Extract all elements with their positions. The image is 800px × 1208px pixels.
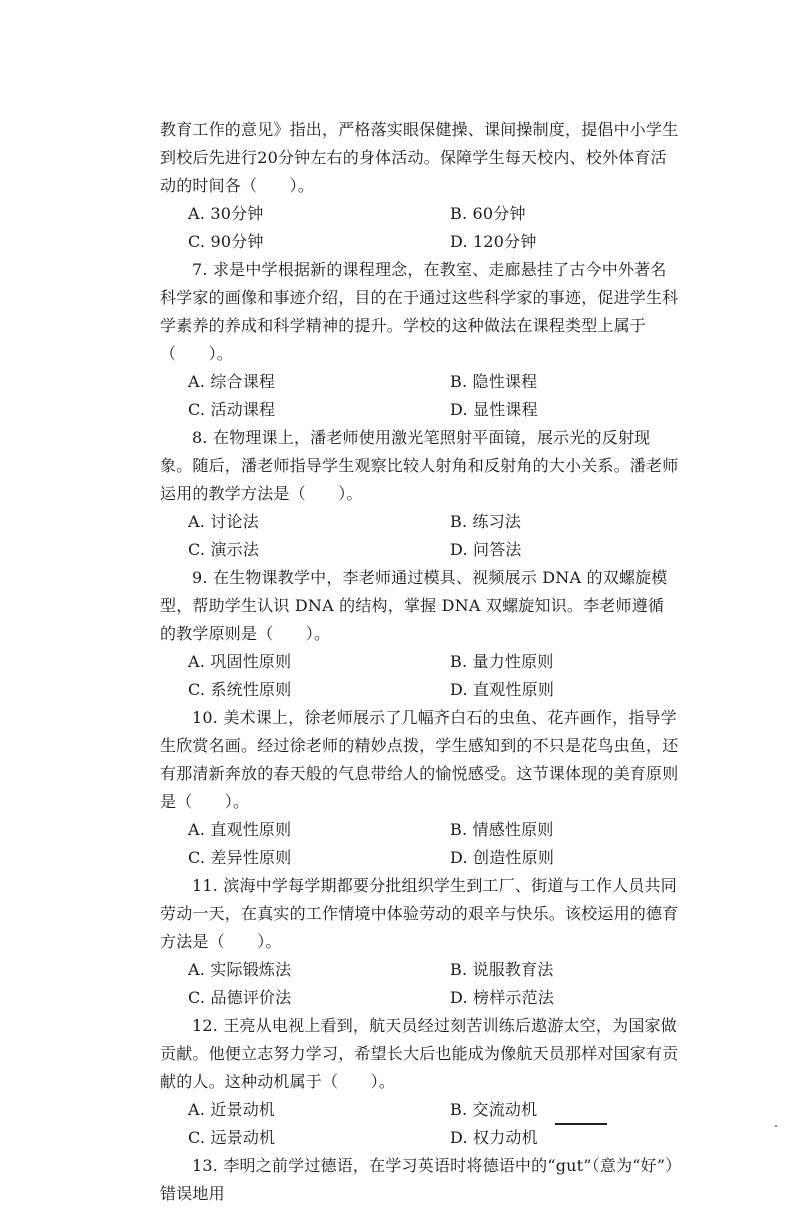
footer-rule xyxy=(555,1123,607,1125)
question-stem: 12. 王亮从电视上看到，航天员经过刻苦训练后遨游太空，为国家做贡献。他便立志努力学习，希望长大后也能成为像航天员那样对国家有贡献的人。这种动机属于（ ）。 xyxy=(160,1016,679,1091)
question-stem: 9. 在生物课教学中，李老师通过模具、视频展示 DNA 的双螺旋模型，帮助学生认识 DNA 的结构，掌握 DNA 双螺旋知识。李老师遵循的教学原则是（ ）。 xyxy=(160,568,668,643)
question-stem: 教育工作的意见》指出，严格落实眼保健操、课间操制度，提倡中小学生到校后先进行20分钟左右的身体活动。保障学生每天校内、校外体育活动的时间各（ ）。 xyxy=(160,120,679,195)
answer-option: D. 权力动机 xyxy=(450,1128,538,1147)
answer-option: A. 实际锻炼法 xyxy=(188,960,292,979)
answer-option: B. 60分钟 xyxy=(450,204,526,223)
question-block xyxy=(160,1152,680,1208)
answer-option: C. 系统性原则 xyxy=(188,680,292,699)
answer-option: A. 近景动机 xyxy=(188,1100,276,1119)
answer-option: D. 问答法 xyxy=(450,540,522,559)
answer-option: D. 显性课程 xyxy=(450,400,538,419)
answer-option: C. 活动课程 xyxy=(188,400,276,419)
question-block xyxy=(160,256,680,424)
answer-options xyxy=(160,816,680,872)
answer-options xyxy=(160,368,680,424)
answer-option: B. 交流动机 xyxy=(450,1100,538,1119)
answer-option: A. 巩固性原则 xyxy=(188,652,292,671)
question-block xyxy=(160,424,680,564)
answer-option: D. 直观性原则 xyxy=(450,680,555,699)
question-stem: 8. 在物理课上，潘老师使用激光笔照射平面镜，展示光的反射现象。随后，潘老师指导学生观察比较人射角和反射角的大小关系。潘老师运用的教学方法是（ ）。 xyxy=(160,428,679,503)
answer-option: B. 量力性原则 xyxy=(450,652,554,671)
answer-option: A. 讨论法 xyxy=(188,512,259,531)
question-stem: 7. 求是中学根据新的课程理念，在教室、走廊悬挂了古今中外著名科学家的画像和事迹介绍，目的在于通过这些科学家的事迹，促进学生科学素养的养成和科学精神的提升。学校的这种做法在课程类型上属于（ ）。 xyxy=(160,260,679,363)
answer-options xyxy=(160,508,680,564)
answer-option: C. 演示法 xyxy=(188,540,260,559)
answer-option: A. 30分钟 xyxy=(188,204,264,223)
question-block xyxy=(160,872,680,1012)
answer-options xyxy=(160,956,680,1012)
answer-option: B. 练习法 xyxy=(450,512,522,531)
question-list xyxy=(160,116,680,1208)
answer-option: C. 远景动机 xyxy=(188,1128,276,1147)
answer-option: D. 120分钟 xyxy=(450,232,537,251)
answer-option: A. 直观性原则 xyxy=(188,820,292,839)
question-block xyxy=(160,564,680,704)
answer-option: B. 隐性课程 xyxy=(450,372,538,391)
question-block xyxy=(160,1012,680,1152)
question-block xyxy=(160,704,680,872)
answer-options xyxy=(160,648,680,704)
question-stem: 13. 李明之前学过德语，在学习英语时将德语中的“gut”（意为“好”）错误地用 xyxy=(160,1156,674,1203)
answer-option: B. 情感性原则 xyxy=(450,820,554,839)
answer-option: D. 创造性原则 xyxy=(450,848,555,867)
scan-speck xyxy=(775,1125,777,1127)
answer-options xyxy=(160,200,680,256)
question-stem: 11. 滨海中学每学期都要分批组织学生到工厂、街道与工作人员共同劳动一天，在真实的工作情境中体验劳动的艰辛与快乐。该校运用的德育方法是（ ）。 xyxy=(160,876,679,951)
question-block xyxy=(160,116,680,256)
answer-option: C. 品德评价法 xyxy=(188,988,292,1007)
answer-option: B. 说服教育法 xyxy=(450,960,554,979)
answer-option: C. 差异性原则 xyxy=(188,848,292,867)
answer-option: C. 90分钟 xyxy=(188,232,264,251)
answer-option: D. 榜样示范法 xyxy=(450,988,555,1007)
question-stem: 10. 美术课上，徐老师展示了几幅齐白石的虫鱼、花卉画作，指导学生欣赏名画。经过徐老师的精妙点拨，学生感知到的不只是花鸟虫鱼，还有那清新奔放的春天般的气息带给人的愉悦感受。这节课体现的美育原则是（ ）。 xyxy=(160,708,679,811)
answer-option: A. 综合课程 xyxy=(188,372,276,391)
